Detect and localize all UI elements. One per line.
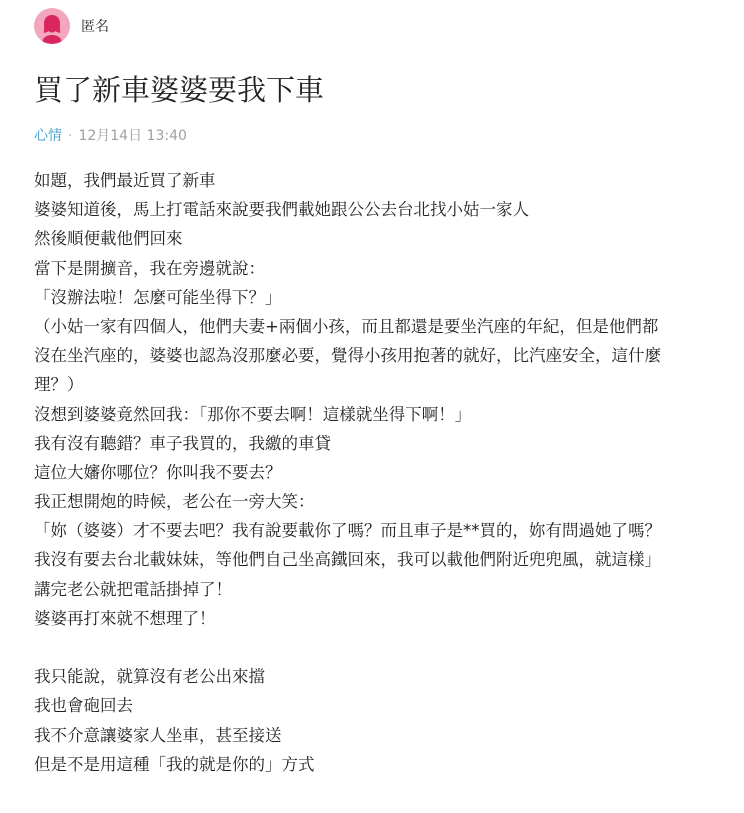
content-line: 我有沒有聽錯？車子我買的，我繳的車貸 bbox=[34, 433, 331, 453]
avatar[interactable] bbox=[34, 8, 70, 44]
content-line: 「沒辦法啦！怎麼可能坐得下？」 bbox=[34, 287, 282, 307]
content-line: 婆婆知道後，馬上打電話來說要我們載她跟公公去台北找小姑一家人 bbox=[34, 200, 529, 220]
content-line: 我只能說，就算沒有老公出來擋 bbox=[34, 667, 265, 687]
post-content bbox=[34, 166, 724, 779]
post-datetime: 12月14日 13:40 bbox=[78, 128, 187, 144]
content-line: 沒想到婆婆竟然回我：「那你不要去啊！這樣就坐得下啊！」 bbox=[34, 404, 472, 424]
post-meta bbox=[34, 126, 187, 146]
content-line: 這位大嬸你哪位？你叫我不要去？ bbox=[34, 462, 282, 482]
female-silhouette-icon bbox=[34, 8, 70, 44]
forum-link[interactable]: 心情 bbox=[34, 128, 62, 144]
author-row bbox=[34, 8, 109, 44]
content-line: 我沒有要去台北載妹妹，等他們自己坐高鐵回來，我可以載他們附近兜兜風，就這樣」 bbox=[34, 550, 661, 570]
content-line: 理？） bbox=[34, 375, 84, 395]
content-line: 婆婆再打來就不想理了！ bbox=[34, 608, 216, 628]
meta-separator: · bbox=[68, 128, 73, 144]
author-name[interactable]: 匿名 bbox=[81, 19, 109, 35]
content-line: 沒在坐汽座的，婆婆也認為沒那麼必要，覺得小孩用抱著的就好，比汽座安全，這什麼 bbox=[34, 346, 661, 366]
content-line: 如題，我們最近買了新車 bbox=[34, 171, 216, 190]
content-line: 我正想開炮的時候，老公在一旁大笑： bbox=[34, 492, 315, 512]
post-title: 買了新車婆婆要我下車 bbox=[34, 73, 325, 107]
content-line: 我不介意讓婆家人坐車，甚至接送 bbox=[34, 725, 282, 745]
content-line: 我也會砲回去 bbox=[34, 696, 133, 716]
content-line: 然後順便載他們回來 bbox=[34, 229, 183, 249]
content-line-blank bbox=[34, 633, 724, 662]
content-line: 但是不是用這種「我的就是你的」方式 bbox=[34, 754, 315, 774]
content-line: 當下是開擴音，我在旁邊就說： bbox=[34, 258, 265, 278]
content-line: 「妳（婆婆）才不要去吧？我有說要載你了嗎？而且車子是**買的，妳有問過她了嗎？ bbox=[34, 521, 661, 541]
content-line: （小姑一家有四個人，他們夫妻+兩個小孩，而且都還是要坐汽座的年紀，但是他們都 bbox=[34, 316, 659, 336]
content-line: 講完老公就把電話掛掉了！ bbox=[34, 579, 232, 599]
